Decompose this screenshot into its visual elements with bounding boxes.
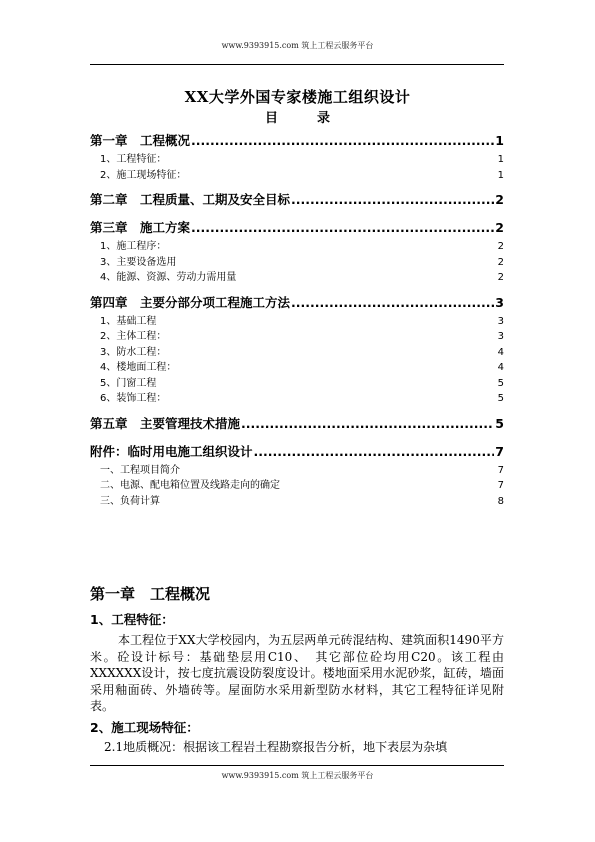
toc-page-number: 5: [495, 415, 504, 431]
toc-sub-entry[interactable]: [90, 168, 504, 184]
toc-chapter-entry[interactable]: [90, 189, 504, 211]
toc-chapter-entry[interactable]: [90, 130, 504, 152]
toc-page-number: 7: [495, 443, 504, 459]
toc-sub-entry[interactable]: [90, 329, 504, 345]
table-of-contents: [90, 130, 504, 509]
toc-page-number: 2: [495, 192, 504, 207]
toc-sub-entry[interactable]: [90, 270, 504, 286]
toc-chapter-entry[interactable]: [90, 292, 504, 314]
toc-entry-label: 1、基础工程: [100, 315, 157, 327]
toc-entry-label: 1、工程特征：: [100, 154, 167, 165]
toc-entry-label: 第二章 工程质量、工期及安全目标: [90, 192, 291, 207]
toc-chapter-entry[interactable]: [90, 217, 504, 239]
paragraph: 2.1地质概况：根据该工程岩土程勘察报告分析，地下表层为杂填: [104, 740, 448, 754]
toc-sub-entry[interactable]: [90, 463, 504, 479]
toc-sub-entry[interactable]: [90, 360, 504, 376]
document-title: XX大学外国专家楼施工组织设计: [184, 88, 411, 106]
toc-entry-label: 三、负荷计算: [100, 495, 160, 507]
toc-page-number: 1: [495, 133, 504, 148]
toc-sub-entry[interactable]: [90, 478, 504, 494]
toc-chapter-entry[interactable]: [90, 441, 504, 463]
page-header: www.9393915.com 筑上工程云服务平台: [221, 41, 374, 50]
toc-entry-label: 第三章 施工方案: [90, 220, 191, 235]
toc-entry-label: 第五章 主要管理技术措施: [90, 415, 241, 431]
toc-page-number: 3: [495, 294, 504, 310]
toc-entry-label: 3、防水工程：: [100, 346, 167, 358]
toc-entry-label: 4、能源、资源、劳动力需用量: [100, 272, 237, 283]
toc-leader-dots: [191, 217, 494, 239]
toc-entry-label: 2、施工现场特征：: [100, 169, 187, 181]
toc-page-number: 3: [497, 331, 504, 342]
paragraph: 本工程位于XX大学校园内，为五层两单元砖混结构、建筑面积1490平方米。砼设计标号：基础垫层用C10、 其它部位砼均用C20。该工程由XXXXXX设计，按七度抗震设防裂度设计。楼地面采用水泥砂浆，缸砖，墙面采用釉面砖、外墙砖等。屋面防水采用新型防水材料，其它工程特征详见附表。: [90, 633, 504, 713]
toc-sub-entry[interactable]: [90, 314, 504, 330]
toc-entry-label: 3、主要设备选用: [100, 256, 177, 268]
toc-page-number: 2: [497, 241, 504, 252]
toc-sub-entry[interactable]: [90, 255, 504, 271]
toc-sub-entry[interactable]: [90, 376, 504, 392]
toc-entry-label: 6、装饰工程：: [100, 393, 167, 404]
toc-sub-entry[interactable]: [90, 494, 504, 510]
toc-page-number: 7: [497, 480, 504, 491]
toc-page-number: 3: [497, 315, 504, 327]
chapter-title: 第一章 工程概况: [90, 585, 211, 603]
toc-leader-dots: [254, 441, 495, 463]
toc-page-number: 5: [497, 377, 504, 389]
toc-page-number: 5: [497, 393, 504, 404]
toc-entry-label: 一、工程项目简介: [100, 464, 180, 476]
toc-entry-label: 5、门窗工程: [100, 377, 157, 389]
toc-sub-entry[interactable]: [90, 239, 504, 255]
page-footer: www.9393915.com 筑上工程云服务平台: [221, 771, 374, 780]
toc-page-number: 2: [497, 272, 504, 283]
toc-page-number: 4: [497, 346, 504, 358]
toc-page-number: 4: [497, 362, 504, 373]
toc-leader-dots: [291, 189, 494, 211]
section-title: 1、工程特征：: [90, 612, 174, 627]
toc-page-number: 2: [497, 256, 504, 268]
toc-sub-entry[interactable]: [90, 391, 504, 407]
toc-page-number: 2: [495, 220, 504, 235]
toc-leader-dots: [191, 130, 494, 152]
toc-entry-label: 第一章 工程概况: [90, 133, 191, 148]
toc-sub-entry[interactable]: [90, 152, 504, 168]
footer-rule: [90, 765, 504, 766]
toc-leader-dots: [291, 292, 494, 314]
toc-heading: 目 录: [264, 111, 330, 126]
toc-entry-label: 第四章 主要分部分项工程施工方法: [90, 294, 291, 310]
toc-entry-label: 附件：临时用电施工组织设计: [90, 443, 253, 459]
section-title: 2、施工现场特征：: [90, 720, 199, 735]
toc-chapter-entry[interactable]: [90, 413, 504, 435]
toc-page-number: 1: [497, 154, 504, 165]
toc-page-number: 8: [497, 495, 504, 507]
toc-entry-label: 4、楼地面工程：: [100, 362, 177, 373]
toc-entry-label: 二、电源、配电箱位置及线路走向的确定: [100, 480, 280, 491]
toc-leader-dots: [241, 413, 494, 435]
toc-sub-entry[interactable]: [90, 345, 504, 361]
toc-entry-label: 2、主体工程：: [100, 331, 167, 342]
header-rule: [90, 64, 504, 65]
toc-entry-label: 1、施工程序：: [100, 241, 167, 252]
toc-page-number: 1: [497, 169, 504, 181]
toc-page-number: 7: [497, 464, 504, 476]
